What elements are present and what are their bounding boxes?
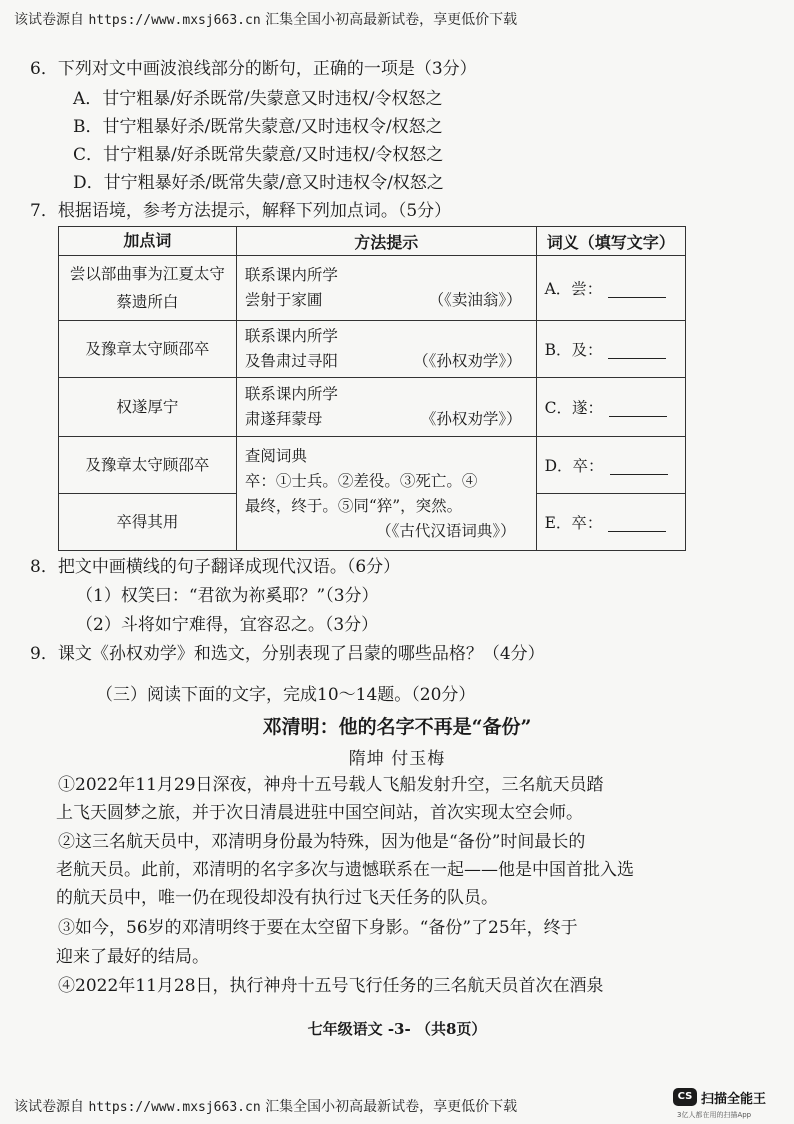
hint-method: 联系课内所学 (244, 385, 338, 404)
article-line: ③如今，56岁的邓清明终于要在太空留下身影。“备份”了25年，终于 (58, 918, 578, 938)
row-hint (236, 378, 536, 437)
row-word: 及豫章太守顾邵卒 (59, 437, 237, 494)
article-line: 迎来了最好的结局。 (56, 947, 209, 967)
row-answer (536, 494, 685, 551)
table-header-row (59, 227, 686, 256)
banner-prefix: 该试卷源自 (14, 12, 84, 28)
answer-blank[interactable] (608, 344, 666, 359)
row-answer (536, 437, 685, 494)
hint-method: 联系课内所学 (244, 266, 338, 285)
row-answer (536, 256, 685, 321)
answer-blank[interactable] (610, 460, 668, 475)
banner-prefix: 该试卷源自 (14, 1099, 84, 1115)
question-8-item-2: （2）斗将如宁难得，宜容忍之。（3分） (76, 615, 379, 635)
question-6-option-d: D．甘宁粗暴好杀/既常失蒙/意又时违权令/权怒之 (73, 173, 444, 193)
logo-tagline: 3亿人都在用的扫描App (677, 1111, 752, 1119)
page-footer: 七年级语文 -3- （共8页） (307, 1020, 487, 1038)
answer-blank[interactable] (608, 517, 666, 532)
article-line: ④2022年11月28日，执行神舟十五号飞行任务的三名航天员首次在酒泉 (58, 976, 604, 996)
question-6-option-b: B．甘宁粗暴好杀/既常失蒙意/又时违权令/权怒之 (73, 117, 443, 137)
question-8-stem: 8．把文中画横线的句子翻译成现代汉语。（6分） (30, 557, 401, 577)
row-word: 权遂厚宁 (59, 378, 237, 437)
section-3-heading: （三）阅读下面的文字，完成10～14题。（20分） (96, 685, 476, 705)
question-9-stem: 9．课文《孙权劝学》和选文，分别表现了吕蒙的哪些品格？（4分） (30, 644, 545, 664)
answer-blank[interactable] (608, 283, 666, 298)
question-6-option-a: A．甘宁粗暴/好杀既常/失蒙意又时违权/令权怒之 (73, 89, 443, 109)
camscanner-logo (673, 1086, 783, 1122)
answer-label: D．卒： (544, 457, 604, 476)
article-line: ②这三名航天员中，邓清明身份最为特殊，因为他是“备份”时间最长的 (58, 832, 586, 852)
question-6-stem: 6．下列对文中画波浪线部分的断句，正确的一项是（3分） (30, 59, 477, 79)
hint-example: 及鲁肃过寻阳 (244, 352, 338, 371)
hint-source: （《古代汉语词典》） (376, 521, 516, 540)
row-answer (536, 378, 685, 437)
word-meaning-table (58, 226, 686, 551)
hint-source: （《孙权劝学》） (413, 352, 522, 371)
row-answer (536, 321, 685, 378)
header-hint: 方法提示 (236, 227, 536, 256)
source-banner-bottom (14, 1096, 517, 1116)
hint-definition: 卒：①士兵。②差役。③死亡。④ (244, 471, 478, 490)
row-hint (236, 256, 536, 321)
camscanner-icon: CS (673, 1088, 697, 1106)
row-hint-dictionary (236, 437, 536, 551)
banner-suffix: 汇集全国小初高最新试卷，享更低价下载 (265, 1099, 518, 1115)
article-line: ①2022年11月29日深夜，神舟十五号载人飞船发射升空，三名航天员踏 (58, 775, 604, 795)
article-title: 邓清明：他的名字不再是“备份” (262, 716, 532, 738)
source-banner-top (14, 9, 517, 29)
hint-source: 《孙权劝学》） (420, 410, 522, 429)
answer-blank[interactable] (609, 402, 667, 417)
answer-label: E．卒： (544, 514, 603, 533)
hint-method: 联系课内所学 (244, 327, 338, 346)
table-row (59, 437, 686, 494)
row-word: 尝以部曲事为江夏太守蔡遗所白 (59, 256, 237, 321)
table-row (59, 256, 686, 321)
row-word: 卒得其用 (59, 494, 237, 551)
article-line: 上飞天圆梦之旅，并于次日清晨进驻中国空间站，首次实现太空会师。 (56, 803, 583, 823)
answer-label: B．及： (544, 341, 603, 360)
banner-url-link[interactable]: https://www.mxsj663.cn (88, 13, 261, 28)
header-word: 加点词 (59, 227, 237, 256)
hint-definition-cont: 最终，终于。⑤同“猝”，突然。 (244, 496, 463, 515)
row-word: 及豫章太守顾邵卒 (59, 321, 237, 378)
header-meaning: 词义（填写文字） (536, 227, 685, 256)
answer-label: A．尝： (544, 280, 603, 299)
logo-name: 扫描全能王 (701, 1092, 767, 1107)
article-line: 的航天员中，唯一仍在现役却没有执行过飞天任务的队员。 (56, 888, 498, 908)
hint-example: 肃遂拜蒙母 (244, 410, 323, 429)
question-8-item-1: （1）权笑曰：“君欲为祢奚耶？”（3分） (76, 586, 379, 606)
article-authors: 隋坤 付玉梅 (348, 749, 446, 769)
row-hint (236, 321, 536, 378)
table-row (59, 321, 686, 378)
answer-label: C．遂： (544, 399, 603, 418)
hint-method: 查阅词典 (244, 446, 307, 465)
question-6-option-c: C．甘宁粗暴/好杀既常失蒙意/又时违权/令权怒之 (73, 145, 444, 165)
banner-url-link[interactable]: https://www.mxsj663.cn (88, 1100, 261, 1115)
article-line: 老航天员。此前，邓清明的名字多次与遗憾联系在一起——他是中国首批入选 (56, 860, 634, 880)
question-7-stem: 7．根据语境，参考方法提示，解释下列加点词。（5分） (30, 201, 452, 221)
hint-example: 尝射于家圃 (244, 291, 323, 310)
table-row (59, 378, 686, 437)
banner-suffix: 汇集全国小初高最新试卷，享更低价下载 (265, 12, 518, 28)
hint-source: （《卖油翁》） (428, 291, 522, 310)
